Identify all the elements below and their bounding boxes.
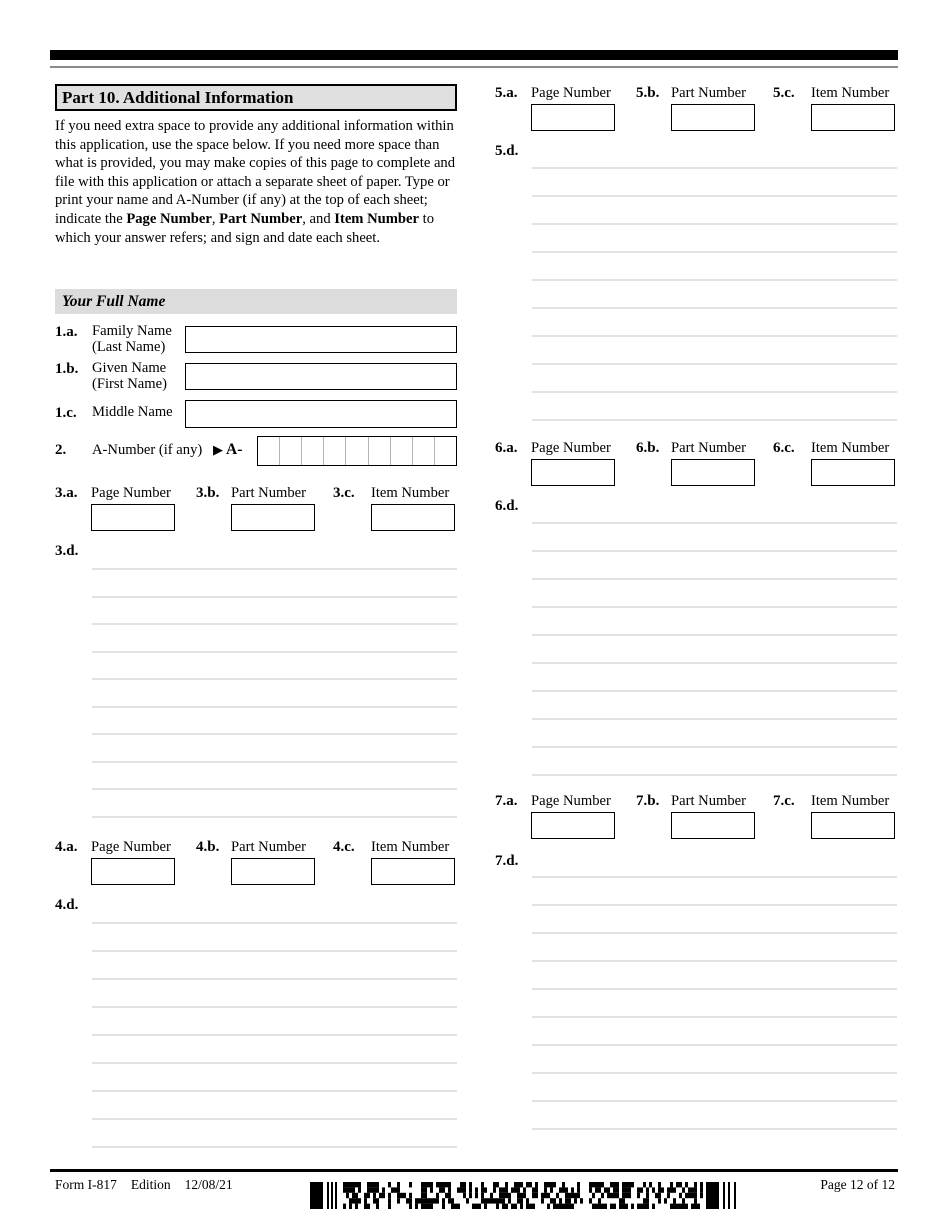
block-6-write-line [532, 662, 897, 664]
block-3-item-number-input[interactable] [371, 504, 455, 531]
item-number-label: Item Number [811, 85, 890, 101]
block-5-write-line [532, 279, 897, 281]
a-number-cell[interactable] [345, 437, 367, 465]
field-1c-label-line1: Middle Name [92, 404, 173, 420]
block-4-write-line [92, 978, 457, 980]
family-name-input[interactable] [185, 326, 457, 353]
block-5-write-line [532, 223, 897, 225]
item-number-label: Item Number [371, 839, 450, 855]
block-7-write-line [532, 932, 897, 934]
block-4-page-number-input[interactable] [91, 858, 175, 885]
instructions-text: If you need extra space to provide any additional information within this application, use the space below. If you need more space than what is provided, you may make copies of this page to complete and file with this application or attach a separate sheet of paper. Type or print your name and A-Number (if any) at the top of each sheet; indicate the Page Number, Part Number, and Item Number to which your answer refers; and sign and date each sheet. [55, 118, 456, 246]
part-number-label: Part Number [671, 85, 746, 101]
block-5-c-number: 5.c. [773, 85, 795, 101]
field-1a-label-line2: (Last Name) [92, 338, 166, 355]
block-6-write-line [532, 522, 897, 524]
block-7-write-line [532, 1016, 897, 1018]
field-1b-label-line1: Given Name [92, 360, 167, 376]
item-number-label: Item Number [811, 793, 890, 809]
block-3-write-line [92, 816, 457, 818]
block-7-write-line [532, 1100, 897, 1102]
part-number-label: Part Number [671, 440, 746, 456]
footer-rule [50, 1169, 898, 1172]
a-number-prefix [213, 441, 242, 459]
item-number-label: Item Number [811, 440, 890, 456]
a-number-cell[interactable] [412, 437, 434, 465]
field-1c-label [92, 405, 173, 421]
block-6-write-line [532, 550, 897, 552]
your-full-name-heading [55, 289, 457, 314]
middle-name-input[interactable] [185, 400, 457, 428]
page-number-label: Page Number [531, 793, 611, 809]
block-5-write-line [532, 167, 897, 169]
block-3-write-line [92, 623, 457, 625]
block-7-write-line [532, 904, 897, 906]
edition-label: Edition [130, 1177, 171, 1192]
barcode-2d-icon [310, 1182, 748, 1209]
block-6-c-number: 6.c. [773, 440, 795, 456]
part-10-heading-text: Part 10. Additional Information [62, 88, 294, 107]
block-4-b-number: 4.b. [196, 839, 220, 855]
page-number-label: Page Number [531, 85, 611, 101]
field-2-number: 2. [55, 442, 67, 458]
page-number-label: Page Number [531, 440, 611, 456]
page-number-label: Page Number [91, 839, 171, 855]
block-3-a-number: 3.a. [55, 485, 78, 501]
a-number-cell[interactable] [368, 437, 390, 465]
block-5-write-line [532, 195, 897, 197]
block-7-page-number-input[interactable] [531, 812, 615, 839]
block-7-write-line [532, 1072, 897, 1074]
block-7-c-number: 7.c. [773, 793, 795, 809]
a-number-cell[interactable] [434, 437, 456, 465]
block-3-write-line [92, 678, 457, 680]
block-6-d-number: 6.d. [495, 498, 519, 514]
block-4-write-line [92, 1118, 457, 1120]
block-6-write-line [532, 578, 897, 580]
part-number-label: Part Number [671, 793, 746, 809]
item-number-label: Item Number [371, 485, 450, 501]
block-4-c-number: 4.c. [333, 839, 355, 855]
block-4-write-line [92, 1090, 457, 1092]
field-1b-number: 1.b. [55, 361, 79, 377]
field-1b-label-line2: (First Name) [92, 375, 167, 392]
block-7-write-line [532, 988, 897, 990]
block-6-write-line [532, 718, 897, 720]
block-7-b-number: 7.b. [636, 793, 660, 809]
block-4-write-line [92, 950, 457, 952]
given-name-input[interactable] [185, 363, 457, 390]
block-6-write-line [532, 774, 897, 776]
block-4-item-number-input[interactable] [371, 858, 455, 885]
block-4-part-number-input[interactable] [231, 858, 315, 885]
block-3-b-number: 3.b. [196, 485, 220, 501]
page-number-label: Page Number [91, 485, 171, 501]
block-7-d-number: 7.d. [495, 853, 519, 869]
block-3-write-line [92, 733, 457, 735]
block-3-write-line [92, 651, 457, 653]
block-5-write-line [532, 419, 897, 421]
block-6-b-number: 6.b. [636, 440, 660, 456]
block-4-write-line [92, 1146, 457, 1148]
arrow-right-icon: ▶ [213, 442, 223, 457]
field-1a-label-line1: Family Name [92, 323, 172, 339]
block-7-a-number: 7.a. [495, 793, 518, 809]
block-7-additional-info-input[interactable] [532, 850, 897, 1132]
your-full-name-heading-text: Your Full Name [62, 293, 166, 310]
block-6-write-line [532, 634, 897, 636]
block-3-additional-info-input[interactable] [92, 542, 457, 820]
block-5-write-line [532, 363, 897, 365]
part-10-heading [55, 84, 457, 111]
block-4-a-number: 4.a. [55, 839, 78, 855]
field-1a-label [92, 324, 172, 356]
block-3-write-line [92, 761, 457, 763]
block-6-write-line [532, 606, 897, 608]
block-5-write-line [532, 307, 897, 309]
block-5-item-number-input[interactable] [811, 104, 895, 131]
field-1c-number: 1.c. [55, 405, 77, 421]
block-7-write-line [532, 876, 897, 878]
block-6-a-number: 6.a. [495, 440, 518, 456]
page-indicator: Page 12 of 12 [820, 1177, 895, 1192]
a-number-cell[interactable] [323, 437, 345, 465]
block-3-d-number: 3.d. [55, 543, 79, 559]
a-number-prefix-text: A- [226, 441, 243, 458]
part-number-label: Part Number [231, 839, 306, 855]
edition-date: 12/08/21 [184, 1177, 233, 1192]
block-6-item-number-input[interactable] [811, 459, 895, 486]
block-3-write-line [92, 568, 457, 570]
block-4-d-number: 4.d. [55, 897, 79, 913]
a-number-label: A-Number (if any) [92, 442, 203, 458]
block-5-write-line [532, 251, 897, 253]
block-7-part-number-input[interactable] [671, 812, 755, 839]
block-4-additional-info-input[interactable] [92, 896, 457, 1150]
block-5-a-number: 5.a. [495, 85, 518, 101]
block-3-write-line [92, 596, 457, 598]
block-7-write-line [532, 960, 897, 962]
block-3-c-number: 3.c. [333, 485, 355, 501]
form-number: Form I-817 [55, 1177, 117, 1192]
a-number-input[interactable] [257, 436, 457, 466]
block-3-page-number-input[interactable] [91, 504, 175, 531]
top-rule [50, 50, 898, 60]
block-6-additional-info-input[interactable] [532, 496, 897, 778]
field-1a-number: 1.a. [55, 324, 78, 340]
block-7-write-line [532, 1044, 897, 1046]
a-number-cell[interactable] [258, 437, 279, 465]
block-5-page-number-input[interactable] [531, 104, 615, 131]
block-5-part-number-input[interactable] [671, 104, 755, 131]
block-5-additional-info-input[interactable] [532, 141, 897, 423]
field-1b-label [92, 361, 167, 393]
footer-form-info [55, 1177, 233, 1193]
block-6-write-line [532, 690, 897, 692]
block-5-d-number: 5.d. [495, 143, 519, 159]
part-number-label: Part Number [231, 485, 306, 501]
block-6-page-number-input[interactable] [531, 459, 615, 486]
block-4-write-line [92, 1034, 457, 1036]
a-number-cell[interactable] [301, 437, 323, 465]
block-7-item-number-input[interactable] [811, 812, 895, 839]
block-7-write-line [532, 1128, 897, 1130]
block-3-write-line [92, 706, 457, 708]
block-4-write-line [92, 922, 457, 924]
top-rule-thin [50, 66, 898, 68]
block-5-write-line [532, 335, 897, 337]
block-6-part-number-input[interactable] [671, 459, 755, 486]
block-4-write-line [92, 1006, 457, 1008]
block-3-part-number-input[interactable] [231, 504, 315, 531]
block-5-write-line [532, 391, 897, 393]
block-3-write-line [92, 788, 457, 790]
a-number-cell[interactable] [390, 437, 412, 465]
block-5-b-number: 5.b. [636, 85, 660, 101]
a-number-cell[interactable] [279, 437, 301, 465]
block-6-write-line [532, 746, 897, 748]
block-4-write-line [92, 1062, 457, 1064]
